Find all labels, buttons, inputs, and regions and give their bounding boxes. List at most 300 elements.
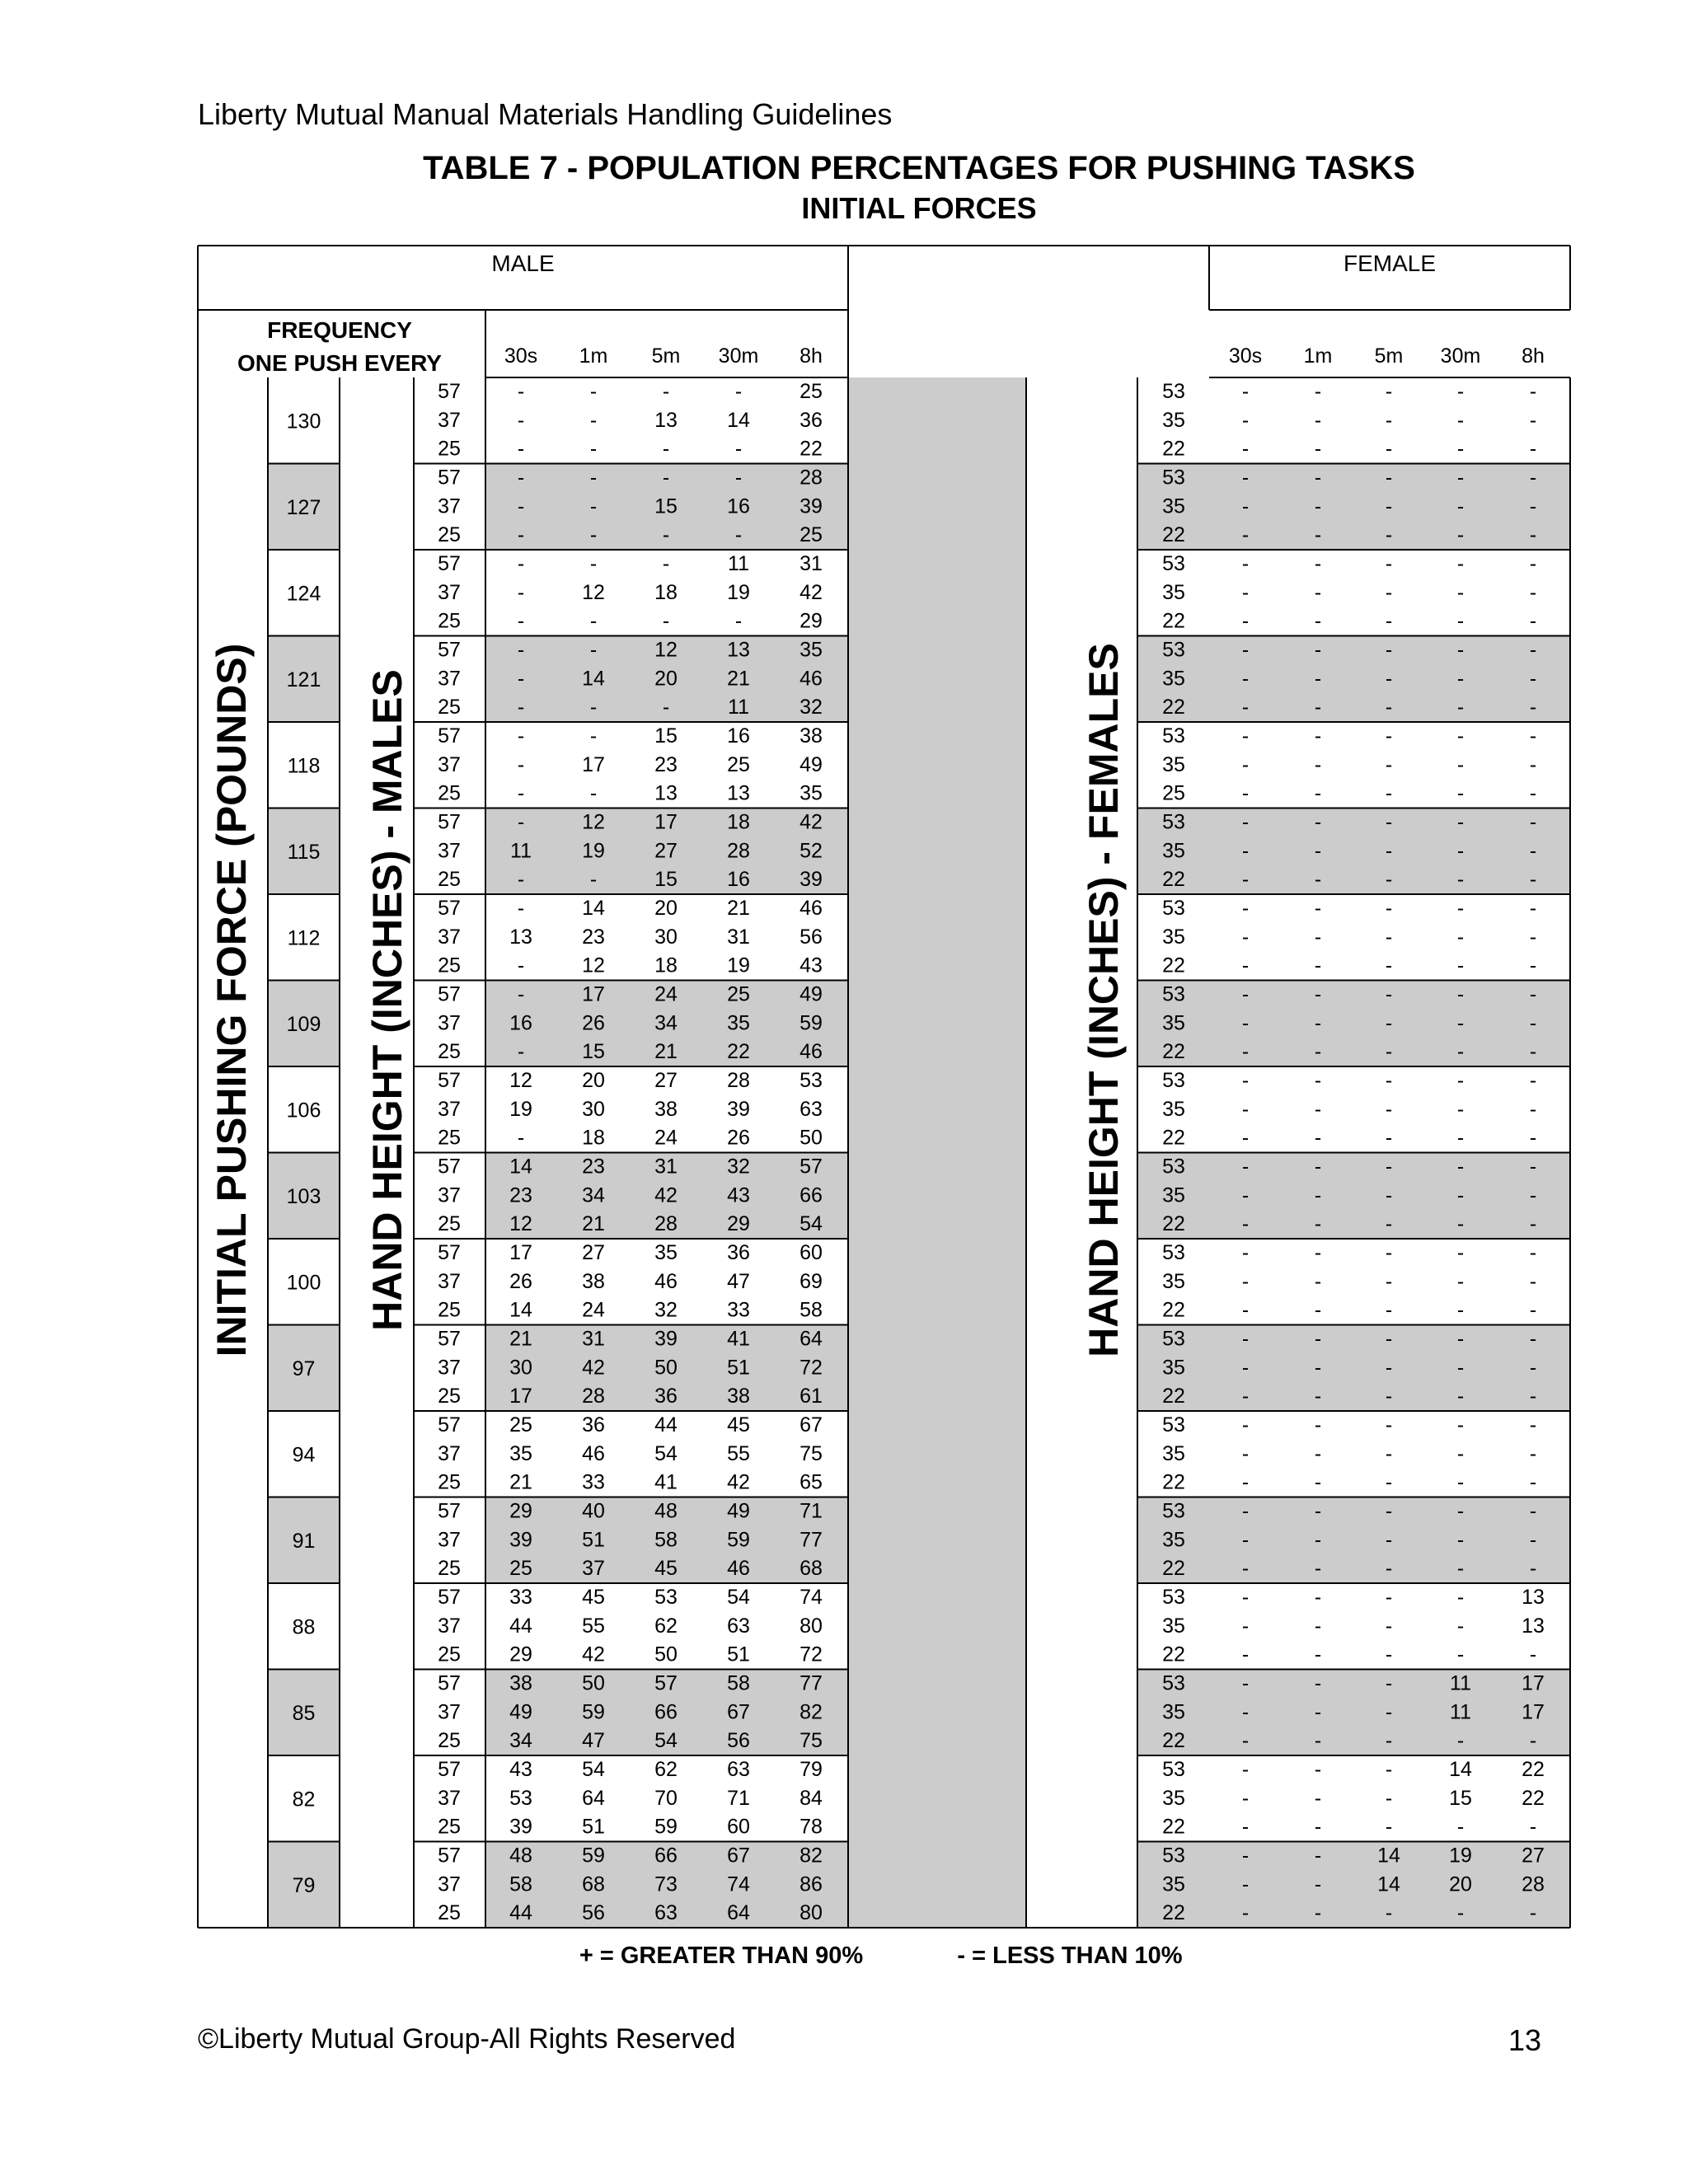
female-percentage: -	[1456, 1097, 1465, 1121]
publication-header: Liberty Mutual Manual Materials Handling Guidelines	[198, 97, 893, 131]
male-percentage: 28	[582, 1385, 605, 1408]
female-percentage: -	[1241, 1441, 1250, 1465]
female-hand-height: 22	[1162, 1040, 1185, 1064]
male-percentage: -	[517, 494, 525, 518]
female-percentage: -	[1241, 1643, 1250, 1666]
female-percentage: -	[1456, 1126, 1465, 1150]
female-percentage: -	[1385, 408, 1393, 432]
male-percentage: -	[589, 523, 598, 547]
male-hand-height: 25	[438, 1126, 461, 1150]
force-value: 118	[287, 754, 321, 778]
female-hand-height: 53	[1162, 1155, 1185, 1179]
female-percentage: -	[1314, 1385, 1322, 1408]
male-percentage: 54	[582, 1758, 605, 1781]
female-percentage: -	[1529, 1385, 1537, 1408]
female-percentage: -	[1456, 494, 1465, 518]
female-percentage: -	[1456, 752, 1465, 776]
male-percentage: 42	[582, 1643, 605, 1666]
male-percentage: -	[517, 638, 525, 662]
male-percentage: 25	[509, 1557, 532, 1581]
male-percentage: 17	[654, 810, 678, 834]
male-percentage: 75	[799, 1441, 823, 1465]
male-percentage: 19	[582, 839, 605, 863]
male-hand-height: 37	[438, 494, 461, 518]
female-hand-height: 22	[1162, 1901, 1185, 1925]
female-percentage: -	[1456, 781, 1465, 805]
male-percentage: 46	[727, 1557, 750, 1581]
male-percentage: 30	[654, 925, 678, 949]
male-hand-height: 25	[438, 609, 461, 633]
male-percentage: 70	[654, 1786, 678, 1810]
male-percentage: 27	[654, 1069, 678, 1092]
male-percentage: 30	[509, 1356, 532, 1380]
female-percentage: -	[1456, 1614, 1465, 1638]
male-frequency-8h: 8h	[799, 344, 823, 368]
female-percentage: -	[1314, 925, 1322, 949]
male-percentage: -	[734, 523, 743, 547]
frequency-label: FREQUENCY	[267, 317, 412, 343]
female-percentage: -	[1456, 1901, 1465, 1925]
female-hand-height: 22	[1162, 696, 1185, 719]
female-hand-height: 35	[1162, 1700, 1185, 1724]
female-percentage: -	[1385, 1614, 1393, 1638]
female-percentage: -	[1385, 1901, 1393, 1925]
female-percentage: -	[1314, 1499, 1322, 1523]
female-percentage: -	[1529, 1327, 1537, 1351]
force-value: 115	[287, 840, 321, 864]
force-value: 127	[286, 495, 321, 519]
female-percentage: -	[1385, 1786, 1393, 1810]
male-percentage: 57	[654, 1671, 678, 1695]
male-percentage: 17	[509, 1385, 532, 1408]
male-percentage: 71	[727, 1786, 750, 1810]
male-percentage: 23	[654, 752, 678, 776]
force-value: 100	[286, 1271, 321, 1295]
force-value: 112	[287, 926, 321, 950]
female-percentage: -	[1314, 1441, 1322, 1465]
female-percentage: -	[1385, 1040, 1393, 1064]
female-hand-height: 35	[1162, 752, 1185, 776]
male-percentage: 20	[582, 1069, 605, 1092]
female-percentage: -	[1241, 580, 1250, 604]
female-percentage: -	[1385, 982, 1393, 1006]
male-percentage: 59	[799, 1011, 823, 1035]
male-percentage: 21	[727, 897, 750, 920]
male-percentage: 32	[727, 1155, 750, 1179]
male-frequency-30s: 30s	[504, 344, 538, 368]
force-value: 85	[292, 1701, 316, 1725]
female-percentage: -	[1456, 580, 1465, 604]
female-percentage: -	[1529, 1470, 1537, 1494]
female-percentage: -	[1456, 1327, 1465, 1351]
female-percentage: -	[1241, 1758, 1250, 1781]
female-percentage: -	[1529, 1901, 1537, 1925]
female-percentage: -	[1241, 752, 1250, 776]
male-percentage: 12	[509, 1212, 532, 1236]
male-percentage: 53	[799, 1069, 823, 1092]
female-percentage: -	[1456, 954, 1465, 977]
male-percentage: 60	[799, 1241, 823, 1264]
female-percentage: -	[1314, 1155, 1322, 1179]
female-hand-height: 53	[1162, 466, 1185, 490]
female-percentage: -	[1456, 1241, 1465, 1264]
female-hand-height: 35	[1162, 1183, 1185, 1207]
female-hand-height: 53	[1162, 552, 1185, 575]
female-percentage: -	[1314, 580, 1322, 604]
female-percentage: -	[1314, 1069, 1322, 1092]
male-hand-height: 37	[438, 1614, 461, 1638]
female-percentage: -	[1314, 1212, 1322, 1236]
female-percentage: -	[1385, 667, 1393, 691]
female-hand-height: 22	[1162, 609, 1185, 633]
male-percentage: 13	[727, 638, 750, 662]
female-percentage: -	[1529, 1126, 1537, 1150]
female-percentage: 19	[1449, 1844, 1472, 1868]
male-percentage: 25	[727, 752, 750, 776]
female-percentage: -	[1314, 609, 1322, 633]
male-hand-height: 25	[438, 1729, 461, 1753]
male-percentage: -	[517, 868, 525, 892]
force-value: 109	[286, 1012, 321, 1036]
female-percentage: -	[1456, 609, 1465, 633]
male-percentage: 32	[654, 1298, 678, 1322]
male-percentage: 11	[728, 696, 749, 719]
male-percentage: 40	[582, 1499, 605, 1523]
male-percentage: -	[589, 552, 598, 575]
female-percentage: -	[1529, 466, 1537, 490]
male-percentage: 46	[582, 1441, 605, 1465]
male-hand-height: 37	[438, 580, 461, 604]
female-hand-height: 35	[1162, 1786, 1185, 1810]
female-percentage: -	[1529, 1441, 1537, 1465]
female-percentage: -	[1241, 408, 1250, 432]
female-percentage: 11	[1450, 1671, 1471, 1695]
male-percentage: 39	[727, 1097, 750, 1121]
female-percentage: -	[1385, 523, 1393, 547]
female-hand-height: 35	[1162, 408, 1185, 432]
male-percentage: 24	[582, 1298, 605, 1322]
male-percentage: 48	[509, 1844, 532, 1868]
male-percentage: -	[517, 696, 525, 719]
male-percentage: 36	[727, 1241, 750, 1264]
female-percentage: -	[1314, 1241, 1322, 1264]
female-percentage: -	[1314, 1126, 1322, 1150]
male-percentage: 24	[654, 982, 678, 1006]
female-percentage: -	[1385, 954, 1393, 977]
male-percentage: 66	[654, 1844, 678, 1868]
male-percentage: -	[517, 954, 525, 977]
female-percentage: -	[1529, 868, 1537, 892]
male-hand-height: 37	[438, 408, 461, 432]
male-percentage: 50	[654, 1356, 678, 1380]
female-hand-height: 22	[1162, 954, 1185, 977]
male-percentage: 13	[727, 781, 750, 805]
female-hand-height: 53	[1162, 380, 1185, 403]
male-percentage: 31	[582, 1327, 605, 1351]
male-hand-height: 57	[438, 897, 461, 920]
male-frequency-30m: 30m	[718, 344, 759, 368]
female-percentage: -	[1385, 1643, 1393, 1666]
male-percentage: 51	[727, 1356, 750, 1380]
male-percentage: 84	[799, 1786, 823, 1810]
female-percentage: -	[1314, 1528, 1322, 1552]
male-percentage: 56	[582, 1901, 605, 1925]
female-percentage: -	[1529, 954, 1537, 977]
male-percentage: 38	[509, 1671, 532, 1695]
female-percentage: -	[1241, 437, 1250, 461]
male-percentage: 72	[799, 1356, 823, 1380]
male-percentage: 19	[509, 1097, 532, 1121]
male-percentage: 18	[654, 580, 678, 604]
female-percentage: -	[1529, 1356, 1537, 1380]
male-percentage: 14	[582, 667, 605, 691]
female-percentage: -	[1456, 380, 1465, 403]
female-percentage: -	[1529, 1557, 1537, 1581]
male-hand-height: 57	[438, 466, 461, 490]
female-hand-height: 22	[1162, 1212, 1185, 1236]
male-percentage: 18	[654, 954, 678, 977]
female-percentage: -	[1314, 552, 1322, 575]
male-percentage: 33	[509, 1586, 532, 1609]
male-percentage: -	[517, 466, 525, 490]
female-percentage: -	[1241, 839, 1250, 863]
female-hand-height: 35	[1162, 925, 1185, 949]
female-percentage: -	[1314, 839, 1322, 863]
male-frequency-1m: 1m	[579, 344, 608, 368]
female-percentage: -	[1241, 1269, 1250, 1293]
male-percentage: 13	[509, 925, 532, 949]
female-percentage: -	[1385, 1413, 1393, 1436]
female-percentage: -	[1385, 1155, 1393, 1179]
male-percentage: 50	[582, 1671, 605, 1695]
male-percentage: 25	[799, 380, 823, 403]
female-percentage: -	[1529, 839, 1537, 863]
male-percentage: 50	[654, 1643, 678, 1666]
male-percentage: -	[589, 638, 598, 662]
female-hand-height: 25	[1162, 781, 1185, 805]
table-title: TABLE 7 - POPULATION PERCENTAGES FOR PUSHING TASKS	[423, 150, 1415, 186]
male-percentage: -	[662, 552, 670, 575]
male-percentage: -	[517, 724, 525, 748]
female-percentage: -	[1456, 1557, 1465, 1581]
male-percentage: 17	[582, 982, 605, 1006]
female-percentage: -	[1314, 1586, 1322, 1609]
male-percentage: -	[517, 552, 525, 575]
male-percentage: 14	[509, 1298, 532, 1322]
female-percentage: -	[1385, 380, 1393, 403]
female-frequency-5m: 5m	[1374, 344, 1404, 368]
male-percentage: 35	[799, 638, 823, 662]
legend-greater: + = GREATER THAN 90%	[579, 1943, 864, 1969]
female-percentage: -	[1241, 380, 1250, 403]
female-hand-height: 53	[1162, 1413, 1185, 1436]
male-percentage: 34	[654, 1011, 678, 1035]
male-percentage: 65	[799, 1470, 823, 1494]
force-value: 88	[292, 1615, 316, 1639]
female-percentage: -	[1529, 752, 1537, 776]
female-percentage: -	[1241, 466, 1250, 490]
male-percentage: 57	[799, 1155, 823, 1179]
male-percentage: 46	[799, 667, 823, 691]
female-percentage: -	[1529, 1212, 1537, 1236]
female-hand-height: 53	[1162, 1671, 1185, 1695]
female-hand-height: 35	[1162, 1614, 1185, 1638]
female-percentage: -	[1529, 1241, 1537, 1264]
male-percentage: 46	[654, 1269, 678, 1293]
female-frequency-1m: 1m	[1303, 344, 1333, 368]
female-percentage: -	[1241, 1183, 1250, 1207]
male-percentage: 71	[799, 1499, 823, 1523]
male-percentage: -	[734, 380, 743, 403]
male-percentage: 73	[654, 1872, 678, 1896]
male-percentage: 16	[727, 868, 750, 892]
female-percentage: -	[1456, 1729, 1465, 1753]
male-percentage: 54	[799, 1212, 823, 1236]
female-hand-height: 35	[1162, 1441, 1185, 1465]
female-percentage: -	[1241, 982, 1250, 1006]
male-percentage: 74	[727, 1872, 750, 1896]
male-percentage: -	[662, 609, 670, 633]
male-percentage: 66	[654, 1700, 678, 1724]
male-percentage: 25	[799, 523, 823, 547]
male-percentage: 22	[727, 1040, 750, 1064]
female-hand-height: 53	[1162, 1499, 1185, 1523]
male-hand-height: 37	[438, 1183, 461, 1207]
female-percentage: -	[1529, 1528, 1537, 1552]
male-percentage: 17	[509, 1241, 532, 1264]
male-percentage: -	[517, 1126, 525, 1150]
force-value: 103	[286, 1184, 321, 1208]
male-percentage: 67	[727, 1844, 750, 1868]
male-percentage: -	[589, 380, 598, 403]
female-hand-height: 35	[1162, 839, 1185, 863]
male-percentage: 58	[509, 1872, 532, 1896]
male-percentage: 67	[727, 1700, 750, 1724]
female-frequency-30s: 30s	[1228, 344, 1263, 368]
female-percentage: -	[1529, 1499, 1537, 1523]
male-frequency-5m: 5m	[651, 344, 681, 368]
female-frequency-30m: 30m	[1440, 344, 1481, 368]
male-hand-height: 37	[438, 1786, 461, 1810]
male-percentage: 14	[582, 897, 605, 920]
female-percentage: -	[1529, 638, 1537, 662]
female-percentage: -	[1241, 925, 1250, 949]
male-percentage: 59	[727, 1528, 750, 1552]
female-percentage: -	[1385, 1671, 1393, 1695]
female-percentage: -	[1241, 868, 1250, 892]
female-percentage: -	[1241, 1298, 1250, 1322]
male-percentage: 12	[582, 954, 605, 977]
male-hand-height: 57	[438, 1758, 461, 1781]
female-percentage: -	[1385, 1241, 1393, 1264]
male-percentage: 68	[582, 1872, 605, 1896]
force-value: 106	[286, 1099, 321, 1122]
male-percentage: 53	[509, 1786, 532, 1810]
female-percentage: 22	[1522, 1786, 1545, 1810]
male-hand-height: 57	[438, 1155, 461, 1179]
female-percentage: -	[1314, 752, 1322, 776]
female-percentage: -	[1385, 1815, 1393, 1839]
female-percentage: -	[1241, 1499, 1250, 1523]
male-percentage: 23	[582, 1155, 605, 1179]
page-number: 13	[1508, 2023, 1542, 2057]
female-percentage: -	[1241, 1069, 1250, 1092]
male-percentage: 35	[509, 1441, 532, 1465]
male-percentage: 33	[582, 1470, 605, 1494]
female-percentage: -	[1456, 1212, 1465, 1236]
female-percentage: -	[1314, 982, 1322, 1006]
female-percentage: -	[1241, 609, 1250, 633]
female-percentage: -	[1314, 1872, 1322, 1896]
female-percentage: 14	[1377, 1844, 1400, 1868]
male-percentage: 49	[509, 1700, 532, 1724]
female-percentage: -	[1385, 897, 1393, 920]
female-percentage: -	[1456, 1385, 1465, 1408]
female-percentage: -	[1241, 1901, 1250, 1925]
female-percentage: -	[1241, 552, 1250, 575]
female-percentage: -	[1385, 724, 1393, 748]
female-percentage: 17	[1522, 1700, 1545, 1724]
female-percentage: -	[1456, 523, 1465, 547]
male-percentage: 21	[582, 1212, 605, 1236]
female-percentage: -	[1385, 752, 1393, 776]
male-percentage: 52	[799, 839, 823, 863]
male-percentage: 35	[654, 1241, 678, 1264]
male-percentage: 20	[654, 897, 678, 920]
male-percentage: 63	[654, 1901, 678, 1925]
male-percentage: 78	[799, 1815, 823, 1839]
male-hand-height: 25	[438, 1385, 461, 1408]
male-percentage: 54	[654, 1729, 678, 1753]
male-percentage: 27	[654, 839, 678, 863]
force-axis-label: INITIAL PUSHING FORCE (POUNDS)	[209, 643, 255, 1357]
male-percentage: 12	[582, 810, 605, 834]
male-percentage: 38	[582, 1269, 605, 1293]
female-percentage: -	[1241, 1040, 1250, 1064]
male-percentage: 58	[799, 1298, 823, 1322]
female-hand-height: 35	[1162, 580, 1185, 604]
male-hand-height: 25	[438, 954, 461, 977]
male-percentage: 55	[727, 1441, 750, 1465]
male-percentage: 34	[582, 1183, 605, 1207]
male-percentage: 41	[727, 1327, 750, 1351]
male-percentage: 55	[582, 1614, 605, 1638]
female-percentage: -	[1456, 638, 1465, 662]
female-percentage: -	[1385, 494, 1393, 518]
male-percentage: 59	[582, 1844, 605, 1868]
female-percentage: -	[1529, 696, 1537, 719]
female-hand-height: 35	[1162, 1269, 1185, 1293]
female-percentage: -	[1456, 1155, 1465, 1179]
male-percentage: 17	[582, 752, 605, 776]
male-percentage: 36	[799, 408, 823, 432]
female-percentage: -	[1241, 1327, 1250, 1351]
male-hand-height: 57	[438, 724, 461, 748]
male-percentage: 16	[509, 1011, 532, 1035]
female-hand-height: 53	[1162, 1758, 1185, 1781]
female-percentage: -	[1456, 925, 1465, 949]
male-percentage: 51	[582, 1528, 605, 1552]
female-percentage: -	[1456, 466, 1465, 490]
male-percentage: 21	[509, 1470, 532, 1494]
male-percentage: 19	[727, 954, 750, 977]
force-value: 97	[292, 1357, 316, 1380]
female-hand-height: 22	[1162, 1729, 1185, 1753]
female-percentage: -	[1314, 1614, 1322, 1638]
female-percentage: -	[1241, 1614, 1250, 1638]
male-percentage: 63	[799, 1097, 823, 1121]
male-hand-height: 37	[438, 1872, 461, 1896]
